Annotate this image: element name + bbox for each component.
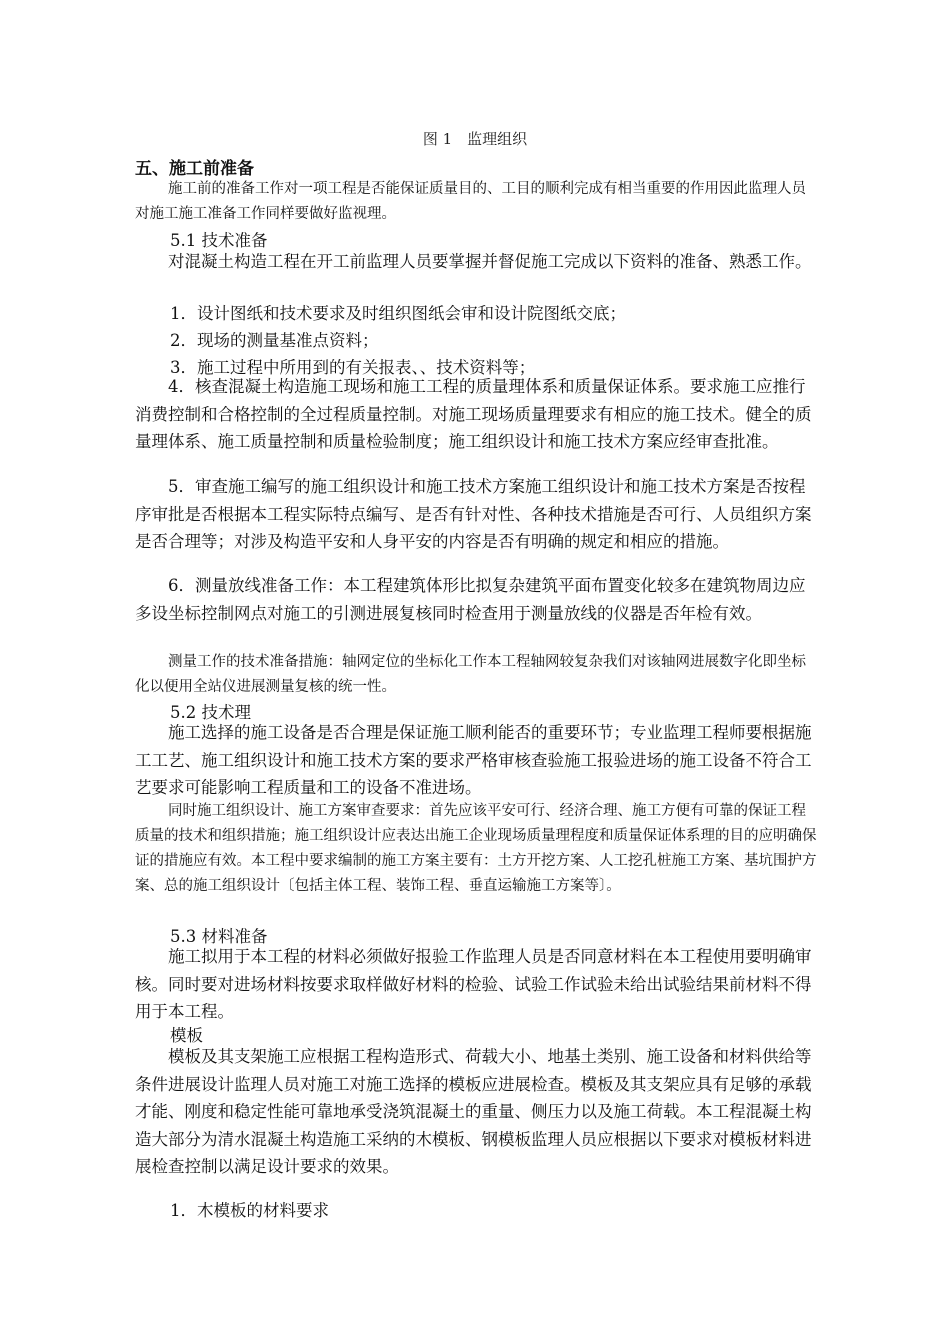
formwork-title: 模板: [170, 1026, 203, 1045]
subsection-5-3-heading: 5.3 材料准备: [170, 927, 268, 946]
list-item-3: 3．施工过程中所用到的有关报表、、技术资料等；: [170, 358, 536, 377]
list-item-4: 4．核查混凝土构造施工现场和施工工程的质量理体系和质量保证体系。要求施工应推行消费控制和合格控制的全过程质量控制。对施工现场质量理要求有相应的施工技术。健全的质量理体系、施工质量控制和质量检验制度；施工组织设计和施工技术方案应经审查批准。: [135, 377, 812, 451]
survey-note: 测量工作的技术准备措施：轴网定位的坐标化工作本工程轴网较复杂我们对该轴网进展数字化即坐标化以便用全站仪进展测量复核的统一性。: [135, 654, 806, 695]
subsection-5-3-para-2: 模板及其支架施工应根据工程构造形式、荷载大小、地基土类别、施工设备和材料供给等条件进展设计监理人员对施工对施工选择的模板应进展检查。模板及其支架应具有足够的承载才能、刚度和稳定性能可靠地承受浇筑混凝土的重量、侧压力以及施工荷载。本工程混凝土构造大部分为清水混凝土构造施工采纳的木模板、钢模板监理人员应根据以下要求对模板材料进展检查控制以满足设计要求的效果。: [135, 1047, 812, 1176]
section-5-intro: 施工前的准备工作对一项工程是否能保证质量目的、工目的顺利完成有相当重要的作用因此监理人员对施工施工准备工作同样要做好监视理。: [135, 181, 806, 222]
subsection-5-1-intro: 对混凝土构造工程在开工前监理人员要掌握并督促施工完成以下资料的准备、熟悉工作。: [168, 252, 812, 271]
list-item-5: 5．审查施工编写的施工组织设计和施工技术方案施工组织设计和施工技术方案是否按程序审批是否根据本工程实际特点编写、是否有针对性、各种技术措施是否可行、人员组织方案是否合理等；对涉及构造平安和人身平安的内容是否有明确的规定和相应的措施。: [135, 477, 812, 551]
section-5-heading: 五、施工前准备: [135, 159, 254, 179]
subsection-5-1-heading: 5.1 技术准备: [170, 231, 268, 250]
figure-caption: 图 1 监理组织: [422, 130, 528, 148]
formwork-list-item-1: 1．木模板的材料要求: [170, 1201, 329, 1220]
subsection-5-2-para-1: 施工选择的施工设备是否合理是保证施工顺利能否的重要环节；专业监理工程师要根据施工工艺、施工组织设计和施工技术方案的要求严格审核查验施工报验进场的施工设备不符合工艺要求可能影响工程质量和工的设备不准进场。: [135, 723, 812, 797]
list-item-1: 1．设计图纸和技术要求及时组织图纸会审和设计院图纸交底；: [170, 304, 626, 323]
subsection-5-2-heading: 5.2 技术理: [170, 703, 251, 722]
subsection-5-3-para-1: 施工拟用于本工程的材料必须做好报验工作监理人员是否同意材料在本工程使用要明确审核。同时要对进场材料按要求取样做好材料的检验、试验工作试验未给出试验结果前材料不得用于本工程。: [135, 947, 812, 1021]
list-item-6: 6．测量放线准备工作：本工程建筑体形比拟复杂建筑平面布置变化较多在建筑物周边应多设坐标控制网点对施工的引测进展复核同时检查用于测量放线的仪器是否年检有效。: [135, 576, 806, 623]
list-item-2: 2．现场的测量基准点资料；: [170, 331, 379, 350]
subsection-5-2-para-2: 同时施工组织设计、施工方案审查要求：首先应该平安可行、经济合理、施工方便有可靠的保证工程质量的技术和组织措施；施工组织设计应表达出施工企业现场质量理程度和质量保证体系理的目的应明确保证的措施应有效。本工程中要求编制的施工方案主要有：土方开挖方案、人工挖孔桩施工方案、基坑围护方案、总的施工组织设计〔包括主体工程、装饰工程、垂直运输施工方案等〕。: [135, 803, 817, 894]
